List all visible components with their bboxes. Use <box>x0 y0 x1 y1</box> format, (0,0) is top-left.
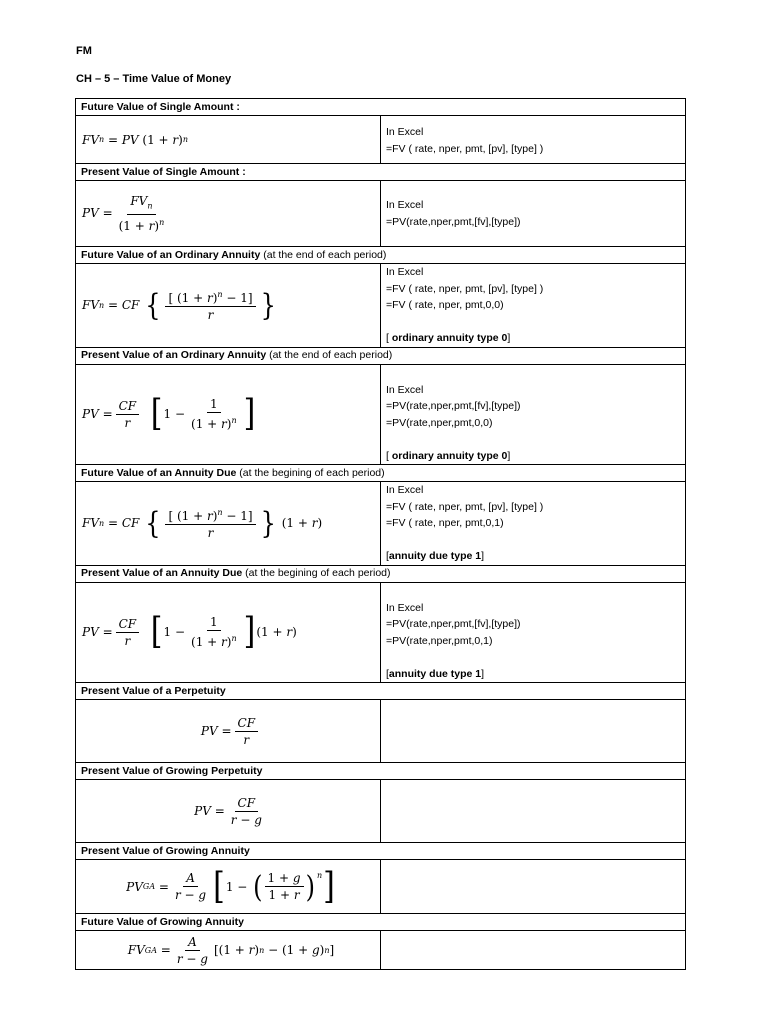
section-header-row <box>76 763 686 780</box>
excel-cell: In Excel =FV ( rate, nper, pmt, [pv], [type] ) =FV ( rate, nper, pmt,0,0) [ ordinary annuity type 0] <box>381 264 686 348</box>
section-header-row <box>76 914 686 931</box>
section-header: Present Value of Growing Perpetuity <box>76 763 686 780</box>
section-body-row <box>76 582 686 683</box>
section-body-row <box>76 931 686 970</box>
formula-pv-annuity-due: PV = $\frac{CF}{r}$ [ 1 − $\frac{1}{(1 + r)^n}$ ] (1 + r ) <box>82 610 297 653</box>
formula-cell <box>76 780 381 843</box>
formula-pv-growing-annuity: PV GA = $\frac{A}{r - g}$ [ 1 − ( $\frac{1 + g}{1 + r}$ ) $^n$ ] <box>126 864 335 907</box>
section-header-row <box>76 347 686 364</box>
formula-cell <box>76 181 381 247</box>
formula-cell <box>76 116 381 164</box>
formula-cell <box>76 582 381 683</box>
annuity-type-note: [ ordinary annuity type 0] <box>386 332 511 344</box>
formula-fv-ordinary-annuity: FV n = CF { $\frac{[ (1 + r)^n - 1]}{r}$ } <box>82 287 276 323</box>
section-body-row <box>76 264 686 348</box>
excel-cell <box>381 931 686 970</box>
section-header: Present Value of an Ordinary Annuity (at the end of each period) <box>76 347 686 364</box>
section-body-row <box>76 364 686 465</box>
course-title: FM <box>76 45 92 57</box>
annuity-type-note: [annuity due type 1] <box>386 550 485 562</box>
formula-fv-single: FV n = PV (1 + r ) n <box>82 132 189 147</box>
section-header-row <box>76 247 686 264</box>
section-header-row <box>76 99 686 116</box>
excel-cell: In Excel =FV ( rate, nper, pmt, [pv], [type] ) <box>381 116 686 164</box>
formula-pv-ordinary-annuity: PV = $\frac{CF}{r}$ [ 1 − $\frac{1}{(1 + r)^n}$ ] <box>82 392 256 435</box>
excel-cell <box>381 780 686 843</box>
excel-cell <box>381 860 686 914</box>
formula-cell <box>76 364 381 465</box>
annuity-type-note: [annuity due type 1] <box>386 667 485 680</box>
formula-pv-perpetuity: PV = $\frac{CF}{r}$ <box>201 716 261 747</box>
chapter-title: CH – 5 – Time Value of Money <box>76 73 232 85</box>
section-header: Present Value of Single Amount : <box>76 164 686 181</box>
section-header-row <box>76 565 686 582</box>
excel-cell: In Excel =PV(rate,nper,pmt,[fv],[type]) =PV(rate,nper,pmt,0,0) [ ordinary annuity type 0] <box>381 364 686 465</box>
section-header: Future Value of Growing Annuity <box>76 914 686 931</box>
section-header: Present Value of an Annuity Due (at the begining of each period) <box>76 565 686 582</box>
section-body-row <box>76 780 686 843</box>
formula-cell <box>76 860 381 914</box>
section-header: Future Value of an Annuity Due (at the begining of each period) <box>76 465 686 482</box>
formula-table <box>75 98 686 970</box>
formula-pv-single: PV = $\frac{FV_n}{(1 + r)^n}$ <box>82 193 165 234</box>
section-header-row <box>76 465 686 482</box>
section-header-row <box>76 164 686 181</box>
section-body-row <box>76 482 686 566</box>
section-header: Present Value of a Perpetuity <box>76 683 686 700</box>
section-header: Future Value of Single Amount : <box>76 99 686 116</box>
excel-cell: In Excel =PV(rate,nper,pmt,[fv],[type]) <box>381 181 686 247</box>
formula-fv-growing-annuity: FV GA = $\frac{A}{r - g}$ [(1 + r ) n − (1 + g ) n ] <box>127 934 335 966</box>
excel-cell: In Excel =PV(rate,nper,pmt,[fv],[type]) =PV(rate,nper,pmt,0,1) [annuity due type 1] <box>381 582 686 683</box>
section-body-row <box>76 116 686 164</box>
section-header: Future Value of an Ordinary Annuity (at the end of each period) <box>76 247 686 264</box>
section-body-row <box>76 700 686 763</box>
formula-fv-annuity-due: FV n = CF { $\frac{[ (1 + r)^n - 1]}{r}$ } (1 + r ) <box>82 505 323 541</box>
section-body-row <box>76 181 686 247</box>
formula-cell <box>76 482 381 566</box>
excel-cell: In Excel =FV ( rate, nper, pmt, [pv], [type] ) =FV ( rate, nper, pmt,0,1) [annuity due type 1] <box>381 482 686 566</box>
formula-cell <box>76 931 381 970</box>
excel-cell <box>381 700 686 763</box>
annuity-type-note: [ ordinary annuity type 0] <box>386 449 511 462</box>
section-header-row <box>76 683 686 700</box>
section-header: Present Value of Growing Annuity <box>76 843 686 860</box>
formula-cell <box>76 700 381 763</box>
formula-cell <box>76 264 381 348</box>
formula-pv-growing-perpetuity: PV = $\frac{CF}{r - g}$ <box>194 795 262 827</box>
section-body-row <box>76 860 686 914</box>
section-header-row <box>76 843 686 860</box>
